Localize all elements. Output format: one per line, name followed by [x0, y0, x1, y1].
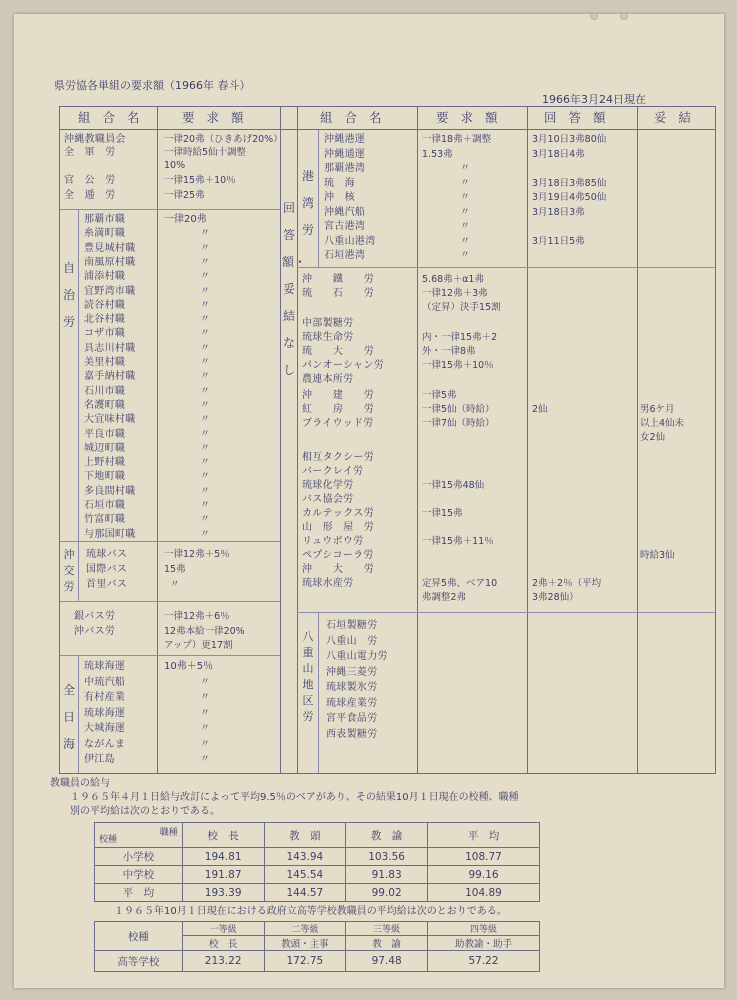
org-name: 八重山港湾	[324, 235, 376, 247]
demand-value: 〃	[200, 500, 210, 511]
header-org-left: 組 合 名	[78, 110, 144, 125]
row-name: 小学校	[95, 848, 183, 866]
staple-hole	[620, 14, 628, 20]
org-name: 与那国町職	[84, 528, 136, 540]
org-name: 琉球製氷労	[326, 682, 378, 693]
column-header: 教 諭	[346, 936, 428, 951]
staple-hole	[590, 14, 598, 20]
demand-value: 〃	[200, 754, 210, 765]
org-name: 石川市職	[84, 385, 126, 397]
grade-header: 四等級	[427, 922, 539, 936]
salary-value: 57.22	[427, 951, 539, 972]
demand-value: 10%	[164, 160, 186, 171]
demand-value: 〃	[200, 271, 210, 283]
org-name: バス協会労	[302, 494, 354, 505]
column-header: 教 諭	[346, 823, 428, 848]
org-name: 竹富町職	[84, 514, 126, 526]
response-value: 3月18日4弗	[532, 148, 585, 160]
demand-value: 〃	[200, 676, 210, 688]
demand-value: 〃	[200, 485, 210, 497]
header-response: 回 答 額	[544, 110, 610, 125]
demand-value: 一律15弗＋10％	[164, 175, 236, 186]
salary-value: 145.54	[264, 866, 346, 884]
demand-value: 〃	[200, 371, 210, 383]
org-name: 相互タクシー労	[302, 452, 375, 463]
org-name: 琉球水産労	[302, 578, 354, 589]
demand-value: 〃	[200, 328, 210, 340]
group-label: 沖交労	[63, 548, 75, 593]
demand-value: 〃	[200, 457, 210, 469]
org-name: 城辺町職	[84, 442, 126, 454]
section-heading: 教職員の給与	[50, 778, 110, 789]
salary-value: 99.16	[427, 866, 539, 884]
org-name: 有村産業	[84, 692, 126, 703]
salary-value: 172.75	[264, 951, 346, 972]
demand-value: 一律時給5仙十調整	[164, 147, 247, 158]
row-name: 高等学校	[95, 951, 183, 972]
org-name: 琉球化学労	[302, 480, 354, 491]
org-name: 沖バス労	[74, 626, 116, 637]
paragraph: 別の平均給は次のとおりである。	[70, 806, 220, 817]
demand-value: アップ）更17割	[164, 640, 233, 651]
demand-value: 一律15弗＋11％	[422, 536, 494, 547]
org-name: 上野村職	[84, 457, 126, 469]
org-name: 琉 海	[324, 177, 355, 189]
org-name: 嘉手納村職	[84, 371, 136, 383]
org-name: ながんま	[84, 738, 126, 750]
org-name: 沖 鐵 労	[302, 274, 375, 285]
salary-value: 91.83	[346, 866, 428, 884]
org-name: 糸満町職	[84, 228, 126, 240]
demand-value: 〃	[200, 414, 210, 426]
corner-cell: 校種	[95, 922, 183, 951]
org-name: 浦添村職	[84, 271, 126, 283]
demand-value: 〃	[460, 235, 470, 247]
org-name: 石垣港湾	[324, 250, 366, 261]
demand-value: 〃	[200, 399, 210, 411]
org-name: リュウボウ労	[302, 536, 364, 547]
org-name: 沖縄港運	[324, 134, 366, 145]
org-name: 農連本所労	[302, 374, 354, 385]
demand-value: 〃	[200, 528, 210, 540]
demand-value: 〃	[200, 723, 210, 734]
org-name: 八重山電力労	[326, 651, 388, 662]
org-name: 沖縄三菱労	[326, 666, 378, 678]
demand-value: 〃	[460, 221, 470, 232]
org-name: 北谷村職	[84, 314, 126, 326]
org-name: コザ市職	[84, 328, 126, 340]
org-name: 琉球バス	[86, 549, 128, 560]
org-name: 全 軍 労	[64, 147, 116, 158]
org-name: 石垣製糖労	[326, 620, 378, 631]
settlement-value: 女2仙	[640, 432, 666, 443]
column-header: 教 頭	[264, 823, 346, 848]
org-name: 伊江島	[84, 754, 115, 765]
response-value: 2仙	[532, 404, 548, 415]
org-name: 中部製糖労	[302, 318, 354, 329]
row-name: 平 均	[95, 884, 183, 902]
demand-value: 〃	[200, 385, 210, 397]
group-label: 自治労	[62, 261, 75, 329]
salary-value: 143.94	[264, 848, 346, 866]
demand-value: 定昇5弗、ベア10	[422, 578, 498, 589]
salary-value: 213.22	[182, 951, 264, 972]
salary-value: 99.02	[346, 884, 428, 902]
org-name: 下地町職	[84, 471, 126, 483]
org-name: 那覇港湾	[324, 163, 366, 174]
header-demand-right: 要 求 額	[436, 110, 502, 125]
demand-value: 1.53弗	[422, 148, 453, 160]
org-name: 読谷村職	[84, 299, 126, 311]
middle-note-label: 回答額・妥結なし	[282, 201, 307, 377]
org-name: 平良市職	[84, 428, 126, 440]
org-name: 那覇市職	[84, 214, 126, 225]
org-name: 中琉汽船	[84, 676, 126, 688]
demand-value: （定昇）決手15割	[422, 302, 501, 313]
demand-value: 一律5弗	[422, 390, 457, 401]
org-name: 大宜味村職	[84, 414, 136, 426]
org-name: 琉 大 労	[302, 346, 375, 357]
org-name: 沖 大 労	[302, 564, 375, 575]
group-label: 港湾労	[301, 169, 314, 237]
corner-top-label: 職種	[159, 828, 178, 838]
org-name: 山 形 屋 労	[302, 522, 375, 533]
response-value: 3月18日3弗	[532, 206, 585, 218]
corner-cell	[95, 823, 183, 848]
org-name: 沖 核	[324, 192, 355, 203]
demand-value: 15弗	[164, 564, 186, 575]
demand-value: 一律20弗（ひきあげ20%）	[164, 134, 283, 145]
paragraph: １９６５年10月１日現在における政府立高等学校教職員の平均給は次のとおりである。	[114, 906, 507, 917]
org-name: 多良間村職	[84, 485, 136, 497]
demand-value: 〃	[200, 299, 210, 311]
org-name: 宜野湾市職	[84, 285, 136, 297]
document-date: 1966年3月24日現在	[542, 93, 646, 106]
demand-value: 一律12弗＋6％	[164, 611, 230, 622]
demand-value: 一律12弗＋5％	[164, 549, 230, 560]
salary-value: 108.77	[427, 848, 539, 866]
demand-value: 一律15弗	[422, 508, 463, 519]
demand-value: 〃	[460, 163, 470, 174]
salary-value: 97.48	[346, 951, 428, 972]
demand-value: 弗調整2弗	[422, 592, 467, 603]
demand-value: 〃	[200, 471, 210, 483]
demand-value: 一律20弗	[164, 214, 207, 225]
demand-value: 〃	[200, 242, 210, 254]
demand-value: 〃	[170, 579, 180, 590]
header-demand-left: 要 求 額	[182, 110, 248, 125]
response-value: 3月19日4弗50仙	[532, 192, 607, 203]
org-name: 首里バス	[86, 579, 128, 590]
demand-value: 一律25弗	[164, 190, 205, 201]
settlement-value: 男6ケ月	[640, 404, 675, 415]
demand-value: 〃	[200, 285, 210, 297]
column-header: 平 均	[427, 823, 539, 848]
org-name: 八重山 労	[326, 635, 378, 647]
org-name: 国際バス	[86, 564, 128, 575]
org-name: バークレイ労	[302, 466, 364, 477]
demand-value: 〃	[200, 707, 210, 719]
demand-value: 〃	[200, 342, 210, 354]
union-demand-table	[59, 106, 716, 774]
demand-value: 一律15弗48仙	[422, 480, 485, 491]
corner-bottom-label: 校種	[99, 835, 118, 845]
grade-header: 一等級	[182, 922, 264, 936]
demand-value: 〃	[200, 738, 210, 750]
group-label: 全日海	[62, 683, 75, 751]
group-label: 八重山地区労	[302, 630, 314, 723]
salary-value: 103.56	[346, 848, 428, 866]
org-name: 沖縄教職員会	[64, 134, 126, 145]
org-name: 宮平食品労	[326, 713, 378, 724]
org-name: 名護町職	[84, 399, 126, 411]
demand-value: 12弗本給一律20%	[164, 626, 245, 637]
paragraph: １９６５年４月１日給与改訂によって平均9.5％のベアがあり、その結果10月１日現在の校種、職種	[70, 792, 519, 803]
demand-value: 一律7仙（時給）	[422, 418, 495, 429]
org-name: 琉球産業労	[326, 697, 378, 709]
org-name: 官 公 労	[64, 175, 116, 186]
org-name: 豊見城村職	[84, 242, 136, 254]
header-settlement: 妥 結	[654, 110, 695, 125]
response-value: 3月10日3弗80仙	[532, 134, 607, 145]
demand-value: 〃	[200, 256, 210, 268]
org-name: ブライウッド労	[302, 418, 374, 429]
demand-value: 〃	[200, 357, 210, 368]
org-name: 銀バス労	[74, 611, 116, 622]
salary-value: 104.89	[427, 884, 539, 902]
demand-value: 〃	[200, 314, 210, 326]
document-title: 県労協各単組の要求額（1966年 春斗）	[54, 79, 251, 92]
salary-value: 194.81	[182, 848, 264, 866]
demand-value: 〃	[460, 250, 470, 261]
org-name: 沖縄汽船	[324, 206, 366, 218]
column-header: 校 長	[182, 823, 264, 848]
org-name: 琉 石 労	[302, 288, 375, 299]
demand-value: 10弗＋5％	[164, 661, 214, 672]
org-name: パンオーシャン労	[302, 360, 384, 371]
demand-value: 〃	[200, 692, 210, 703]
demand-value: 〃	[200, 428, 210, 440]
response-value: 3月18日3弗85仙	[532, 177, 607, 189]
org-name: 沖縄通運	[324, 148, 366, 160]
document-sheet	[14, 14, 724, 988]
org-name: 大城海運	[84, 723, 126, 734]
salary-value: 144.57	[264, 884, 346, 902]
salary-table-high-school	[94, 921, 540, 972]
org-name: ペプシコーラ労	[302, 550, 374, 561]
column-header: 教頭・主事	[264, 936, 346, 951]
row-name: 中学校	[95, 866, 183, 884]
demand-value: 外・一律8弗	[422, 346, 476, 357]
response-value: 3月11日5弗	[532, 235, 585, 247]
demand-value: 〃	[200, 514, 210, 526]
org-name: カルテックス労	[302, 508, 374, 519]
grade-header: 三等級	[346, 922, 428, 936]
header-org-right: 組 合 名	[320, 110, 386, 125]
demand-value: 5.68弗＋α1弗	[422, 274, 484, 285]
grade-header: 二等級	[264, 922, 346, 936]
demand-value: 〃	[200, 228, 210, 240]
salary-value: 191.87	[182, 866, 264, 884]
demand-value: 〃	[460, 177, 470, 189]
demand-value: 〃	[460, 206, 470, 218]
org-name: 琉球海運	[84, 661, 126, 672]
salary-value: 193.39	[182, 884, 264, 902]
org-name: 美里村職	[84, 357, 126, 368]
org-name: 宮古港湾	[324, 221, 366, 232]
column-header: 校 長	[182, 936, 264, 951]
org-name: 琉球生命労	[302, 332, 354, 343]
settlement-value: 以上4仙未	[640, 418, 685, 429]
column-header: 助教諭・助手	[427, 936, 539, 951]
org-name: 南風原村職	[84, 256, 136, 268]
demand-value: 一律5仙（時給）	[422, 404, 495, 415]
demand-value: 〃	[200, 442, 210, 454]
org-name: 具志川村職	[84, 342, 136, 354]
salary-table-elementary-middle	[94, 822, 540, 902]
demand-value: 〃	[460, 192, 470, 203]
org-name: 石垣市職	[84, 500, 126, 511]
org-name: 沖 建 労	[302, 390, 375, 401]
demand-value: 一律12弗＋3弗	[422, 288, 488, 299]
org-name: 全 逓 労	[64, 190, 116, 201]
org-name: 紅 房 労	[302, 404, 375, 415]
demand-value: 一律15弗＋10％	[422, 360, 494, 371]
response-value: 2弗＋2％（平均	[532, 578, 602, 589]
org-name: 琉球海運	[84, 707, 126, 719]
org-name: 西表製糖労	[326, 728, 378, 740]
response-value: 3弗28仙）	[532, 592, 579, 603]
demand-value: 内・一律15弗＋2	[422, 332, 498, 343]
settlement-value: 時給3仙	[640, 550, 675, 561]
demand-value: 一律18弗＋調整	[422, 134, 492, 145]
